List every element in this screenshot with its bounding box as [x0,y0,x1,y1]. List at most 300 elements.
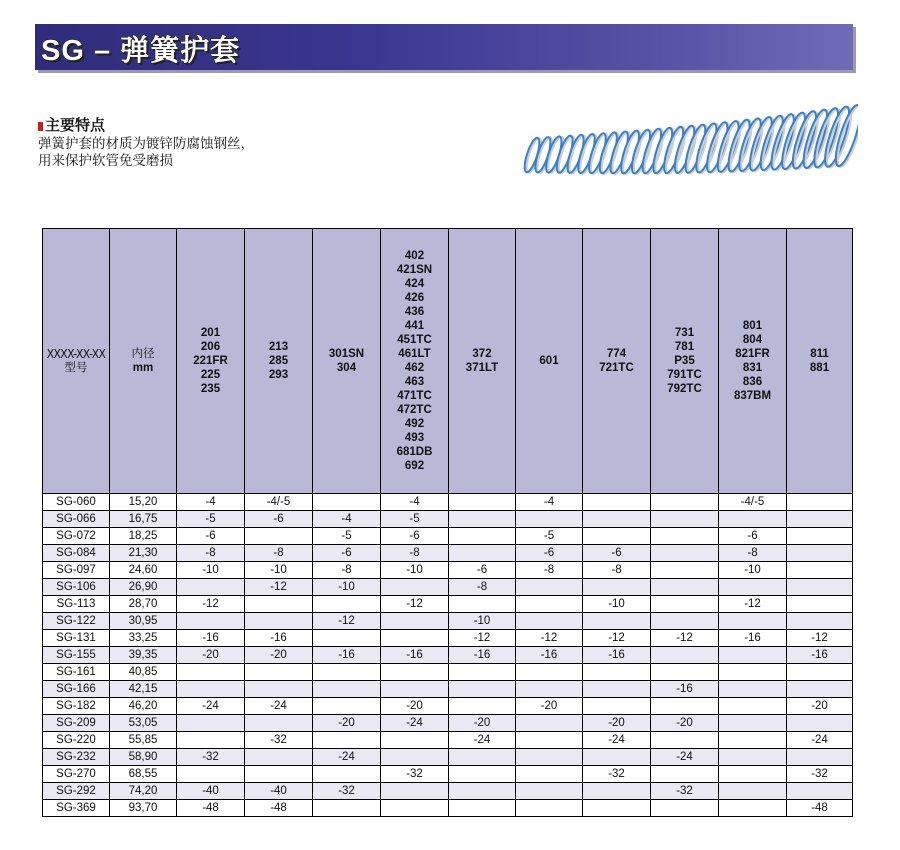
size-cell [651,664,719,681]
model-cell: SG-097 [43,562,110,579]
size-cell [583,528,651,545]
diameter-cell: 21,30 [110,545,177,562]
hose-series-label: 436 [404,306,425,318]
size-cell [313,766,381,783]
diameter-cell: 39,35 [110,647,177,664]
size-cell [719,647,787,664]
hose-series-header [583,229,651,494]
diameter-cell: 15,20 [110,494,177,511]
hose-series-label: 791TC [667,369,702,381]
model-cell: SG-166 [43,681,110,698]
size-cell [449,494,516,511]
size-cell: -16 [516,647,583,664]
diameter-header [110,229,177,494]
size-cell [651,732,719,749]
size-cell: -10 [381,562,449,579]
size-cell [719,766,787,783]
size-cell: -24 [651,749,719,766]
size-cell [313,698,381,715]
size-cell [245,749,313,766]
size-cell: -6 [245,511,313,528]
hose-series-label: 471TC [397,390,432,402]
size-cell [381,664,449,681]
size-cell [787,596,853,613]
hose-series-label: 221FR [193,355,228,367]
model-cell: SG-369 [43,800,110,817]
size-cell: -4 [381,494,449,511]
size-cell: -32 [245,732,313,749]
hose-series-label: 881 [809,362,830,374]
model-cell: SG-220 [43,732,110,749]
diameter-unit: mm [132,362,154,374]
size-cell [381,732,449,749]
table-body [43,494,853,817]
size-cell: -5 [516,528,583,545]
size-cell [313,664,381,681]
size-cell [177,664,245,681]
model-cell: SG-084 [43,545,110,562]
hose-series-label: 831 [742,362,763,374]
size-cell: -8 [313,562,381,579]
size-cell [381,579,449,596]
size-cell [583,681,651,698]
hose-series-header [381,229,449,494]
size-cell [516,749,583,766]
size-cell [177,579,245,596]
size-cell: -16 [313,647,381,664]
size-cell: -32 [651,783,719,800]
size-cell [583,783,651,800]
hose-series-label: 462 [404,362,425,374]
model-cell: SG-182 [43,698,110,715]
size-cell [651,596,719,613]
size-cell: -6 [177,528,245,545]
size-cell: -12 [719,596,787,613]
size-cell: -24 [381,715,449,732]
size-cell [177,766,245,783]
hose-series-label: 821FR [735,348,770,360]
size-cell [787,511,853,528]
size-cell [719,715,787,732]
size-cell [245,664,313,681]
hose-series-label: 424 [404,278,425,290]
hose-series-label: 441 [404,320,425,332]
size-cell [449,528,516,545]
hose-series-label: 372 [472,348,492,360]
hose-series-label: 206 [200,341,221,353]
features-line: 用来保护软管免受磨损 [38,153,173,168]
table-row [43,647,853,664]
size-cell [651,528,719,545]
size-cell [583,664,651,681]
table-row [43,783,853,800]
diameter-label: 内径 [131,348,155,360]
size-cell: -8 [245,545,313,562]
size-cell [516,596,583,613]
size-cell: -12 [651,630,719,647]
size-cell [449,545,516,562]
size-cell: -8 [449,579,516,596]
size-cell: -16 [583,647,651,664]
size-cell: -12 [787,630,853,647]
size-cell: -20 [449,715,516,732]
diameter-cell: 93,70 [110,800,177,817]
size-cell [719,511,787,528]
diameter-cell: 24,60 [110,562,177,579]
size-cell [583,749,651,766]
size-cell: -10 [245,562,313,579]
size-cell: -4 [177,494,245,511]
size-cell [719,698,787,715]
size-cell: -16 [719,630,787,647]
size-cell [787,562,853,579]
hose-series-header [651,229,719,494]
hose-series-label: 492 [404,418,425,430]
hose-series-label: 781 [674,341,695,353]
diameter-cell: 55,85 [110,732,177,749]
size-cell [651,579,719,596]
size-cell [787,494,853,511]
size-cell [516,732,583,749]
model-cell: SG-292 [43,783,110,800]
size-cell [719,664,787,681]
size-cell [245,596,313,613]
size-cell [719,783,787,800]
hose-series-label: 463 [404,376,425,388]
size-cell [787,664,853,681]
size-cell [245,715,313,732]
size-cell [313,800,381,817]
diameter-cell: 68,55 [110,766,177,783]
size-cell: -40 [245,783,313,800]
size-cell: -24 [177,698,245,715]
size-cell [381,749,449,766]
hose-series-label: 731 [674,327,695,339]
size-cell: -10 [719,562,787,579]
hose-series-label: 213 [268,341,289,353]
table-row [43,545,853,562]
table-row [43,715,853,732]
hose-series-label: 681DB [396,446,433,458]
size-cell [381,630,449,647]
size-cell: -12 [313,613,381,630]
size-cell: -4/-5 [719,494,787,511]
size-cell: -16 [381,647,449,664]
hose-series-label: 493 [404,432,425,444]
model-cell: SG-209 [43,715,110,732]
title-banner [35,24,853,70]
size-cell [177,613,245,630]
size-cell [245,613,313,630]
hose-series-label: 293 [268,369,289,381]
size-cell [449,800,516,817]
diameter-cell: 18,25 [110,528,177,545]
size-cell [449,766,516,783]
diameter-cell: 74,20 [110,783,177,800]
hose-series-label: 285 [268,355,289,367]
hose-series-label: 235 [200,383,221,395]
model-cell: SG-232 [43,749,110,766]
size-cell: -4 [313,511,381,528]
size-cell: -8 [381,545,449,562]
size-cell [516,664,583,681]
size-cell: -10 [313,579,381,596]
size-cell: -32 [381,766,449,783]
spec-table [42,228,853,817]
model-cell: SG-060 [43,494,110,511]
size-cell: -16 [651,681,719,698]
size-cell [449,681,516,698]
size-cell [787,613,853,630]
size-cell: -32 [787,766,853,783]
model-cell: SG-066 [43,511,110,528]
size-cell [583,613,651,630]
size-cell [516,800,583,817]
hose-series-label: 304 [336,362,357,374]
model-cell: SG-106 [43,579,110,596]
size-cell: -6 [516,545,583,562]
hose-series-label: 601 [539,355,559,367]
size-cell [449,664,516,681]
size-cell [516,681,583,698]
size-cell [313,681,381,698]
size-cell: -5 [313,528,381,545]
hose-series-label: 371LT [465,362,499,374]
features-heading-text: 主要特点 [45,117,106,134]
hose-series-label: 472TC [397,404,432,416]
table-header-row [43,229,853,494]
size-cell [449,511,516,528]
hose-series-label: 811 [810,348,829,360]
hose-series-label: 801 [742,320,763,332]
table-row [43,630,853,647]
size-cell: -10 [449,613,516,630]
hose-series-header [177,229,245,494]
size-cell [177,715,245,732]
table-row [43,664,853,681]
size-cell [651,800,719,817]
table-row [43,596,853,613]
features-line: 弹簧护套的材质为镀锌防腐蚀钢丝， [38,136,254,151]
table-row [43,613,853,630]
size-cell [719,800,787,817]
size-cell: -20 [651,715,719,732]
size-cell [381,783,449,800]
diameter-cell: 46,20 [110,698,177,715]
size-cell: -48 [787,800,853,817]
size-cell [313,494,381,511]
size-cell [177,681,245,698]
hose-series-header [719,229,787,494]
size-cell: -20 [787,698,853,715]
size-cell: -40 [177,783,245,800]
size-cell [651,647,719,664]
bullet-icon [38,122,43,131]
hose-series-header [449,229,516,494]
size-cell: -20 [516,698,583,715]
size-cell: -12 [516,630,583,647]
table-row [43,562,853,579]
size-cell: -48 [245,800,313,817]
size-cell [787,783,853,800]
hose-series-label: 201 [200,327,221,339]
size-cell [449,783,516,800]
size-cell [313,732,381,749]
size-cell: -12 [177,596,245,613]
hose-series-label: 301SN [328,348,365,360]
size-cell [787,545,853,562]
size-cell [177,732,245,749]
diameter-cell: 30,95 [110,613,177,630]
hose-series-label: 804 [742,334,763,346]
size-cell [787,528,853,545]
size-cell [516,579,583,596]
size-cell [583,494,651,511]
hose-series-label: 225 [200,369,221,381]
size-cell [313,596,381,613]
size-cell [583,511,651,528]
hose-series-label: 692 [404,460,425,472]
size-cell [651,545,719,562]
size-cell [583,800,651,817]
model-cell: SG-131 [43,630,110,647]
size-cell: -16 [787,647,853,664]
table-row [43,528,853,545]
size-cell [583,579,651,596]
size-cell: -8 [719,545,787,562]
size-cell [516,715,583,732]
size-cell: -10 [177,562,245,579]
features-section [38,114,468,169]
size-cell: -8 [177,545,245,562]
size-cell [449,596,516,613]
hose-series-header [245,229,313,494]
hose-series-label: 402 [404,250,425,262]
size-cell [381,800,449,817]
hose-series-label: 836 [742,376,763,388]
size-cell: -5 [381,511,449,528]
hose-series-label: 421SN [396,264,433,276]
size-cell [787,579,853,596]
size-cell: -6 [381,528,449,545]
model-cell: SG-155 [43,647,110,664]
hose-series-label: 774 [606,348,627,360]
size-cell [719,749,787,766]
size-cell: -48 [177,800,245,817]
hose-series-header [516,229,583,494]
diameter-cell: 33,25 [110,630,177,647]
size-cell [651,613,719,630]
hose-series-label: 426 [404,292,425,304]
model-cell: SG-270 [43,766,110,783]
size-cell: -32 [177,749,245,766]
size-cell: -12 [449,630,516,647]
size-cell [787,749,853,766]
size-cell: -20 [313,715,381,732]
model-header [43,229,110,494]
size-cell: -6 [449,562,516,579]
size-cell [381,681,449,698]
size-cell: -24 [245,698,313,715]
size-cell: -12 [381,596,449,613]
table-row [43,579,853,596]
model-cell: SG-113 [43,596,110,613]
size-cell: -12 [245,579,313,596]
size-cell [245,766,313,783]
size-cell: -32 [583,766,651,783]
hose-series-label: 451TC [397,334,432,346]
features-heading [38,114,468,135]
size-cell: -20 [245,647,313,664]
size-cell: -16 [245,630,313,647]
size-cell [449,749,516,766]
page-title: SG – 弹簧护套 [41,35,241,67]
size-cell [381,613,449,630]
hose-series-header [787,229,853,494]
model-code: XXXX-XX-XX [46,347,106,361]
size-cell [516,511,583,528]
size-cell [787,681,853,698]
hose-series-label: 792TC [667,383,702,395]
size-cell [449,698,516,715]
model-cell: SG-072 [43,528,110,545]
size-cell [719,732,787,749]
size-cell [719,681,787,698]
table-row [43,681,853,698]
size-cell: -20 [381,698,449,715]
table-row [43,732,853,749]
size-cell: -6 [583,545,651,562]
size-cell: -4 [516,494,583,511]
diameter-cell: 26,90 [110,579,177,596]
size-cell: -6 [719,528,787,545]
size-cell [651,766,719,783]
size-cell [719,613,787,630]
hose-series-label: P35 [674,355,695,367]
size-cell [313,630,381,647]
size-cell [651,494,719,511]
table-row [43,511,853,528]
table-row [43,749,853,766]
diameter-cell: 53,05 [110,715,177,732]
size-cell: -8 [516,562,583,579]
table-row [43,766,853,783]
size-cell [719,579,787,596]
model-cell: SG-161 [43,664,110,681]
size-cell: -4/-5 [245,494,313,511]
size-cell: -24 [583,732,651,749]
size-cell: -16 [449,647,516,664]
size-cell: -8 [583,562,651,579]
hose-series-header [313,229,381,494]
size-cell: -16 [177,630,245,647]
size-cell: -32 [313,783,381,800]
size-cell: -20 [177,647,245,664]
diameter-cell: 16,75 [110,511,177,528]
size-cell [651,511,719,528]
size-cell [583,698,651,715]
size-cell: -5 [177,511,245,528]
hose-series-label: 837BM [733,390,772,402]
size-cell [651,562,719,579]
hose-series-label: 461LT [398,348,431,360]
model-label: 型号 [64,362,88,374]
table-row [43,800,853,817]
size-cell: -6 [313,545,381,562]
size-cell [651,698,719,715]
model-cell: SG-122 [43,613,110,630]
table-row [43,698,853,715]
